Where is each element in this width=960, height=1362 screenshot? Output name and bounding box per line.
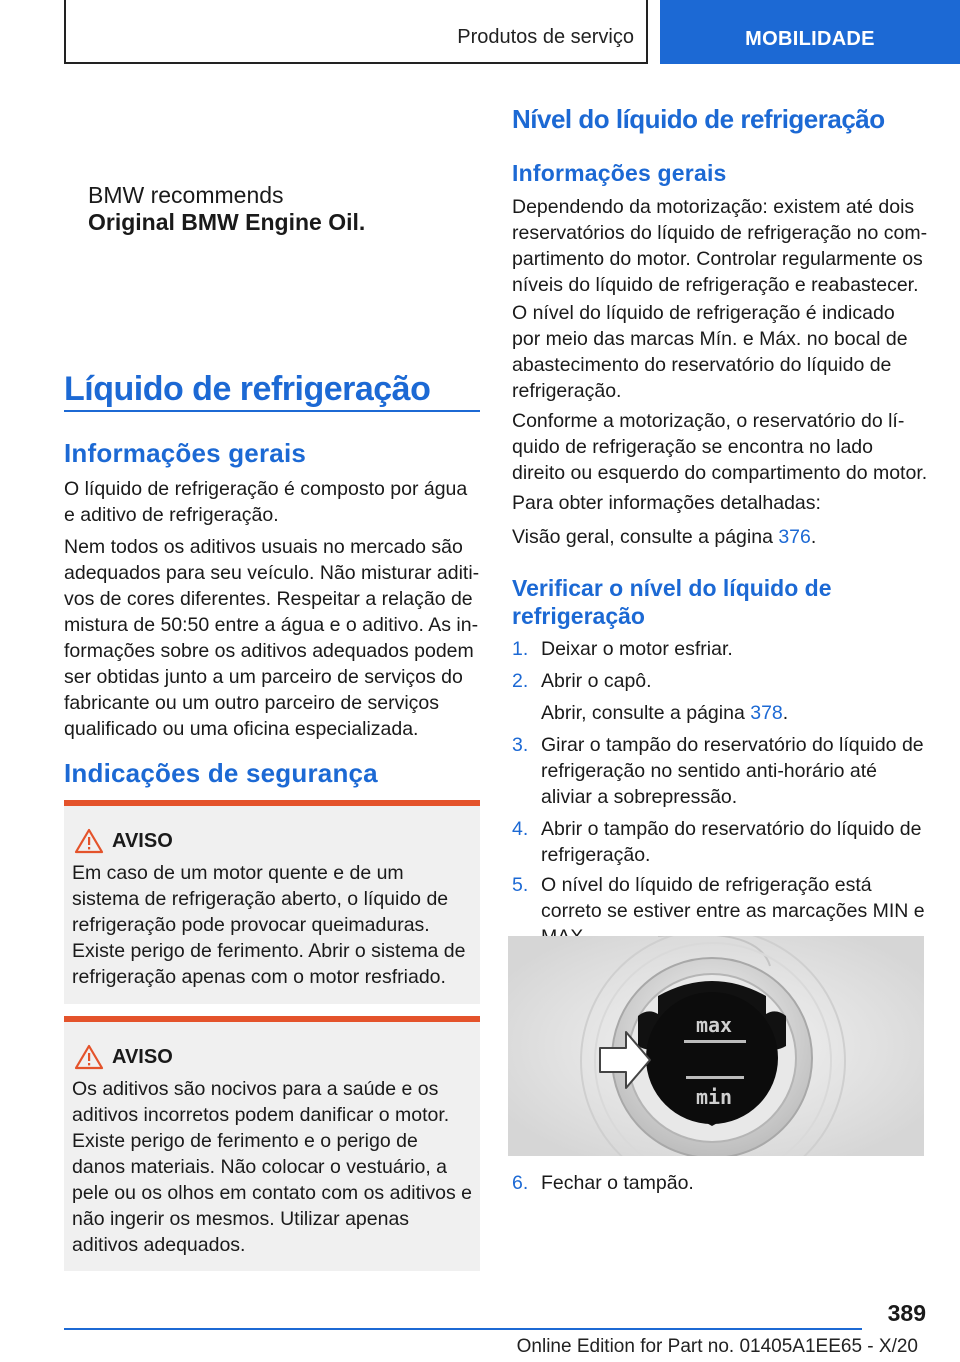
warning-box-2 [64,1016,480,1271]
left-title: Líquido de refrigeração [64,370,431,408]
title-rule [64,410,480,412]
list-text: Abrir o tampão do reservatório do líquido de refrigeração. [541,818,922,866]
right-p1: Dependendo da motorização: existem até dois reservatórios do líquido de refrigeração no compartimento do motor. Controlar regularmente os níveis do líquido de refrigeração e reabastecer. [512,196,928,296]
list-number: 1. [512,638,529,660]
coolant-cap-figure [508,936,924,1156]
page-link-376[interactable]: 376 [778,526,811,548]
page-link-378[interactable]: 378 [750,702,783,724]
warning-text: Em caso de um motor quente e de um sistema de refrigeração aberto, o líquido de refrigeração pode provocar queimaduras. Existe perigo de ferimento. Abrir o sistema de refrigeração apenas com o motor resfriado. [72,862,466,988]
footer-edition: Online Edition for Part no. 01405A1EE65 - X/20 [516,1336,918,1357]
left-general-p2: Nem todos os aditivos usuais no mercado são adequados para seu veículo. Não misturar aditivos de cores diferentes. Respeitar a relação de mistura de 50:50 entre a água e o aditivo. As informações sobre os aditivos adequados podem ser obtidas junto a um parceiro de serviços do fabricante ou um outro parceiro de serviços qualificado ou uma oficina especializada. [64,536,480,740]
list-text: Fechar o tampão. [541,1172,694,1194]
right-general-heading: Informações gerais [512,160,727,186]
right-title: Nível do líquido de refrigeração [512,104,885,134]
list-text [541,700,932,726]
list-subtext-end: . [782,702,789,724]
warning-text: Os aditivos são nocivos para a saúde e os aditivos incorretos podem danificar o motor. Existe perigo de ferimento e o perigo de danos materiais. Não colocar o vestuário, a pele ou os olhos em contato com os aditivos e não ingerir os mesmos. Utilizar apenas aditivos adequados. [72,1078,472,1256]
header-tab-label: MOBILIDADE [745,28,875,50]
right-p3: Conforme a motorização, o reservatório do líquido de refrigeração se encontra no lado direito ou esquerdo do compartimento do motor. [512,410,928,484]
list-text: Girar o tampão do reservatório do líquido de refrigeração no sentido anti-horário até aliviar a sobrepressão. [541,734,924,808]
check-heading: Verificar o nível do líquido de refrigeração [512,575,832,629]
page-number: 389 [887,1300,926,1326]
list-number: 3. [512,734,529,756]
warning-triangle-icon [74,828,104,854]
warning-label: AVISO [112,830,173,852]
warning-label: AVISO [112,1046,173,1068]
list-number: 5. [512,874,529,896]
list-number: 6. [512,1172,529,1194]
safety-heading: Indicações de segurança [64,758,378,788]
header-tab-mobilidade[interactable] [660,0,960,64]
list-text: Deixar o motor esfriar. [541,638,733,660]
ad-line-1: BMW recommends [88,182,284,208]
min-mark: min [695,1085,733,1109]
max-mark: max [695,1013,733,1037]
list-text: Abrir o capô. [541,670,652,692]
ad-banner [88,182,365,236]
coolant-cap-illustration [508,936,924,1156]
list-text: O nível do líquido de refrigeração está correto se estiver entre as marcações MIN e [541,874,925,922]
warning-box-1 [64,800,480,1004]
list-number: 2. [512,670,529,692]
right-p5 [512,524,928,550]
header-section-title: Produtos de serviço [457,26,634,48]
warning-triangle-icon [74,1044,104,1070]
list-subtext: Abrir, consulte a página [541,702,751,724]
right-p4: Para obter informações detalhadas: [512,492,821,514]
left-general-p1: O líquido de refrigeração é composto por água e aditivo de refrigeração. [64,478,468,526]
left-general-heading: Informações gerais [64,438,307,468]
right-p5-end: . [810,526,817,548]
right-p2: O nível do líquido de refrigeração é indicado por meio das marcas Mín. e Máx. no bocal de abastecimento do reservatório do líquido de refrigeração. [512,302,908,402]
right-p5-text: Visão geral, consulte a página [512,526,779,548]
footer-rule [64,1328,862,1330]
list-number: 4. [512,818,529,840]
ad-line-2: Original BMW Engine Oil. [88,209,366,235]
